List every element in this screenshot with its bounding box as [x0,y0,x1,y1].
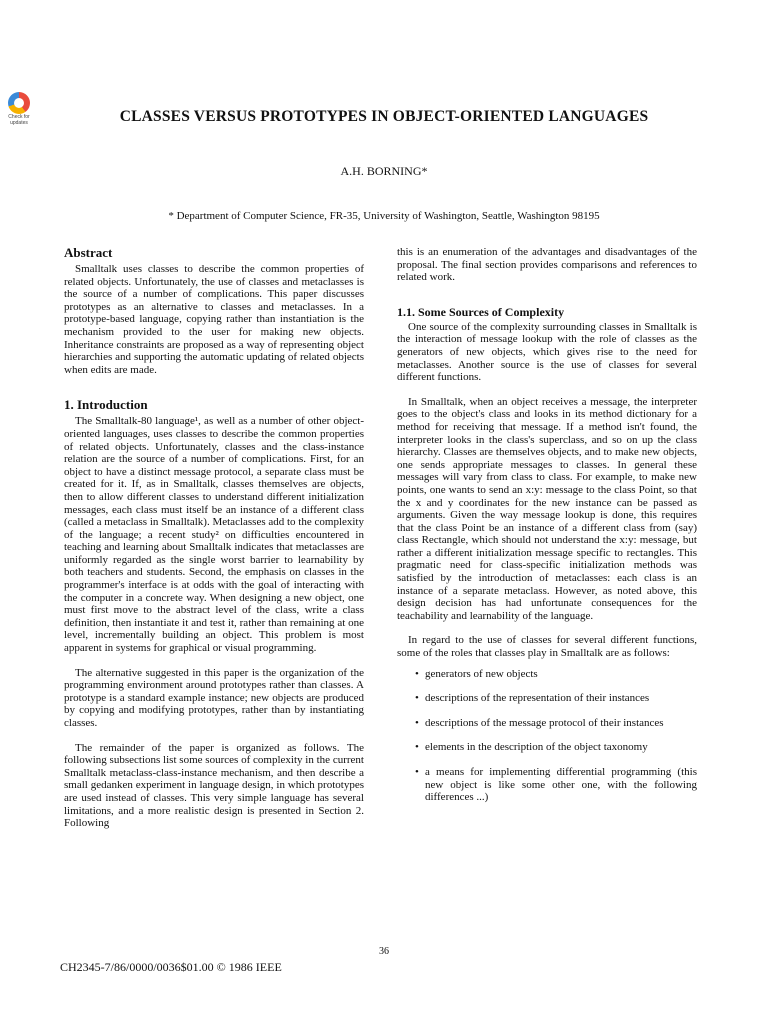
list-item-text: elements in the description of the object taxonomy [425,741,648,754]
list-item [397,668,697,681]
page-number: 36 [379,946,389,957]
list-item [397,766,697,804]
introduction-heading: 1. Introduction [64,397,148,413]
bullet-icon: • [415,667,419,680]
badge-text-line2: updates [10,120,28,126]
list-item [397,741,697,754]
complexity-paragraph-2: In Smalltalk, when an object receives a message, the interpreter goes to the object's class and looks in its method dictionary for a method for receiving that message. If a method isn't found, the interpreter looks in the class's superclass, and so on up the class hierarchy. Classes are themselves objects, and to make new objects, one sends appropriate messages to classes. In general these messages will vary from class to class. For example, to make new points, one wants to send an x:y: message to the class Point, so that the x and y coordinates for the new instance can be passed as arguments. Given the way message lookup is done, this requires that the class Point be an instance of a different class from (say) class Rectangle, which should not understand the x:y: message, but rather a different initialization message specific to rectangles. This pragmatic need for class-specific initialization methods was satisfied by the introduction of metaclasses: each class is an instance of a separate metaclass. However, as noted above, this design decision has had unfortunate consequences for the teachability and learnability of the language. [397,395,697,622]
class-roles-list [397,668,697,804]
copyright-footer: CH2345-7/86/0000/0036$01.00 © 1986 IEEE [60,960,282,974]
list-item-text: descriptions of the representation of their instances [425,692,650,705]
intro-continued: this is an enumeration of the advantages and disadvantages of the proposal. The final section provides comparisons and references to related work. [397,246,697,284]
bullet-icon: • [415,716,419,729]
bullet-icon: • [415,741,419,754]
paper-title: CLASSES VERSUS PROTOTYPES IN OBJECT-ORIENTED LANGUAGES [119,108,649,125]
bullet-icon: • [415,766,419,778]
complexity-paragraph-1: One source of the complexity surrounding classes in Smalltalk is the interaction of message lookup with the role of classes as the generators of new objects, which gives rise to the need for metaclasses. Another source is the use of classes for several different functions. [397,320,697,384]
section-1-1-heading: 1.1. Some Sources of Complexity [397,304,565,319]
list-item-text: descriptions of the message protocol of their instances [425,716,664,729]
complexity-paragraph-3: In regard to the use of classes for several different functions, some of the roles that classes play in Smalltalk are as follows: [397,634,697,660]
list-item-text: a means for implementing differential programming (this new object is like some other one, with the following differences ...) [425,766,697,804]
list-item-text: generators of new objects [425,667,538,680]
author: A.H. BORNING* [340,164,428,178]
left-column [64,246,364,830]
list-item [397,717,697,730]
bullet-icon: • [415,692,419,705]
intro-paragraph-1: The Smalltalk-80 language¹, as well as a number of other object-oriented languages, uses classes to describe the common properties of related objects. Unfortunately, classes and the class-instance relation are the source of a number of complications. First, for an object to have a distinct message protocol, a separate class must be created for it. If, as in Smalltalk, classes themselves are objects, then to allow different classes to understand different initialization messages, each class must itself be an instance of a different class (called a metaclass in Smalltalk). Metaclasses add to the complexity of the language; a recent study² on difficulties encountered in teaching and learning about Smalltalk indicates that metaclasses are uniformly regarded as the single worst barrier to learnability by both teachers and students. Second, the emphasis on classes in the programmer's interface is at odds with the goal of interacting with the computer in a concrete way. When designing a new object, one must first move to the abstract level of the class, write a class definition, then instantiate it and test it, rather than remaining at one level, incrementally building an object. This problem is most apparent in systems for graphical or visual programming. [64,415,364,655]
badge-text-line1: Check for [8,114,30,120]
abstract-text: Smalltalk uses classes to describe the common properties of related objects. Unfortunately, the use of classes and metaclasses is the source of a number of complications. This paper discusses prototypes as an alternative to classes and metaclasses. In a prototype-based language, copying rather than instantiation is the mechanism provided to the user for making new objects. Inheritance constraints are proposed as a way of representing object hierarchies and supporting the automatic updating of related objects when edits are made. [64,263,364,376]
right-column [397,246,697,816]
list-item [397,692,697,705]
abstract-heading: Abstract [64,245,113,260]
intro-paragraph-3: The remainder of the paper is organized as follows. The following subsections list some sources of complexity in the current Smalltalk metaclass-class-instance mechanism, and then describe a small gedanken experiment in language design, in which prototypes are used instead of classes. This very simple language has several limitations, and a more realistic design is presented in Section 2. Following [64,741,364,830]
affiliation: * Department of Computer Science, FR-35, University of Washington, Seattle, Washington 98195 [168,210,600,222]
intro-paragraph-2: The alternative suggested in this paper is the organization of the programming environment around prototypes rather than classes. A prototype is a standard example instance; new objects are produced by copying and modifying prototypes, rather than by instantiating classes. [64,666,364,729]
